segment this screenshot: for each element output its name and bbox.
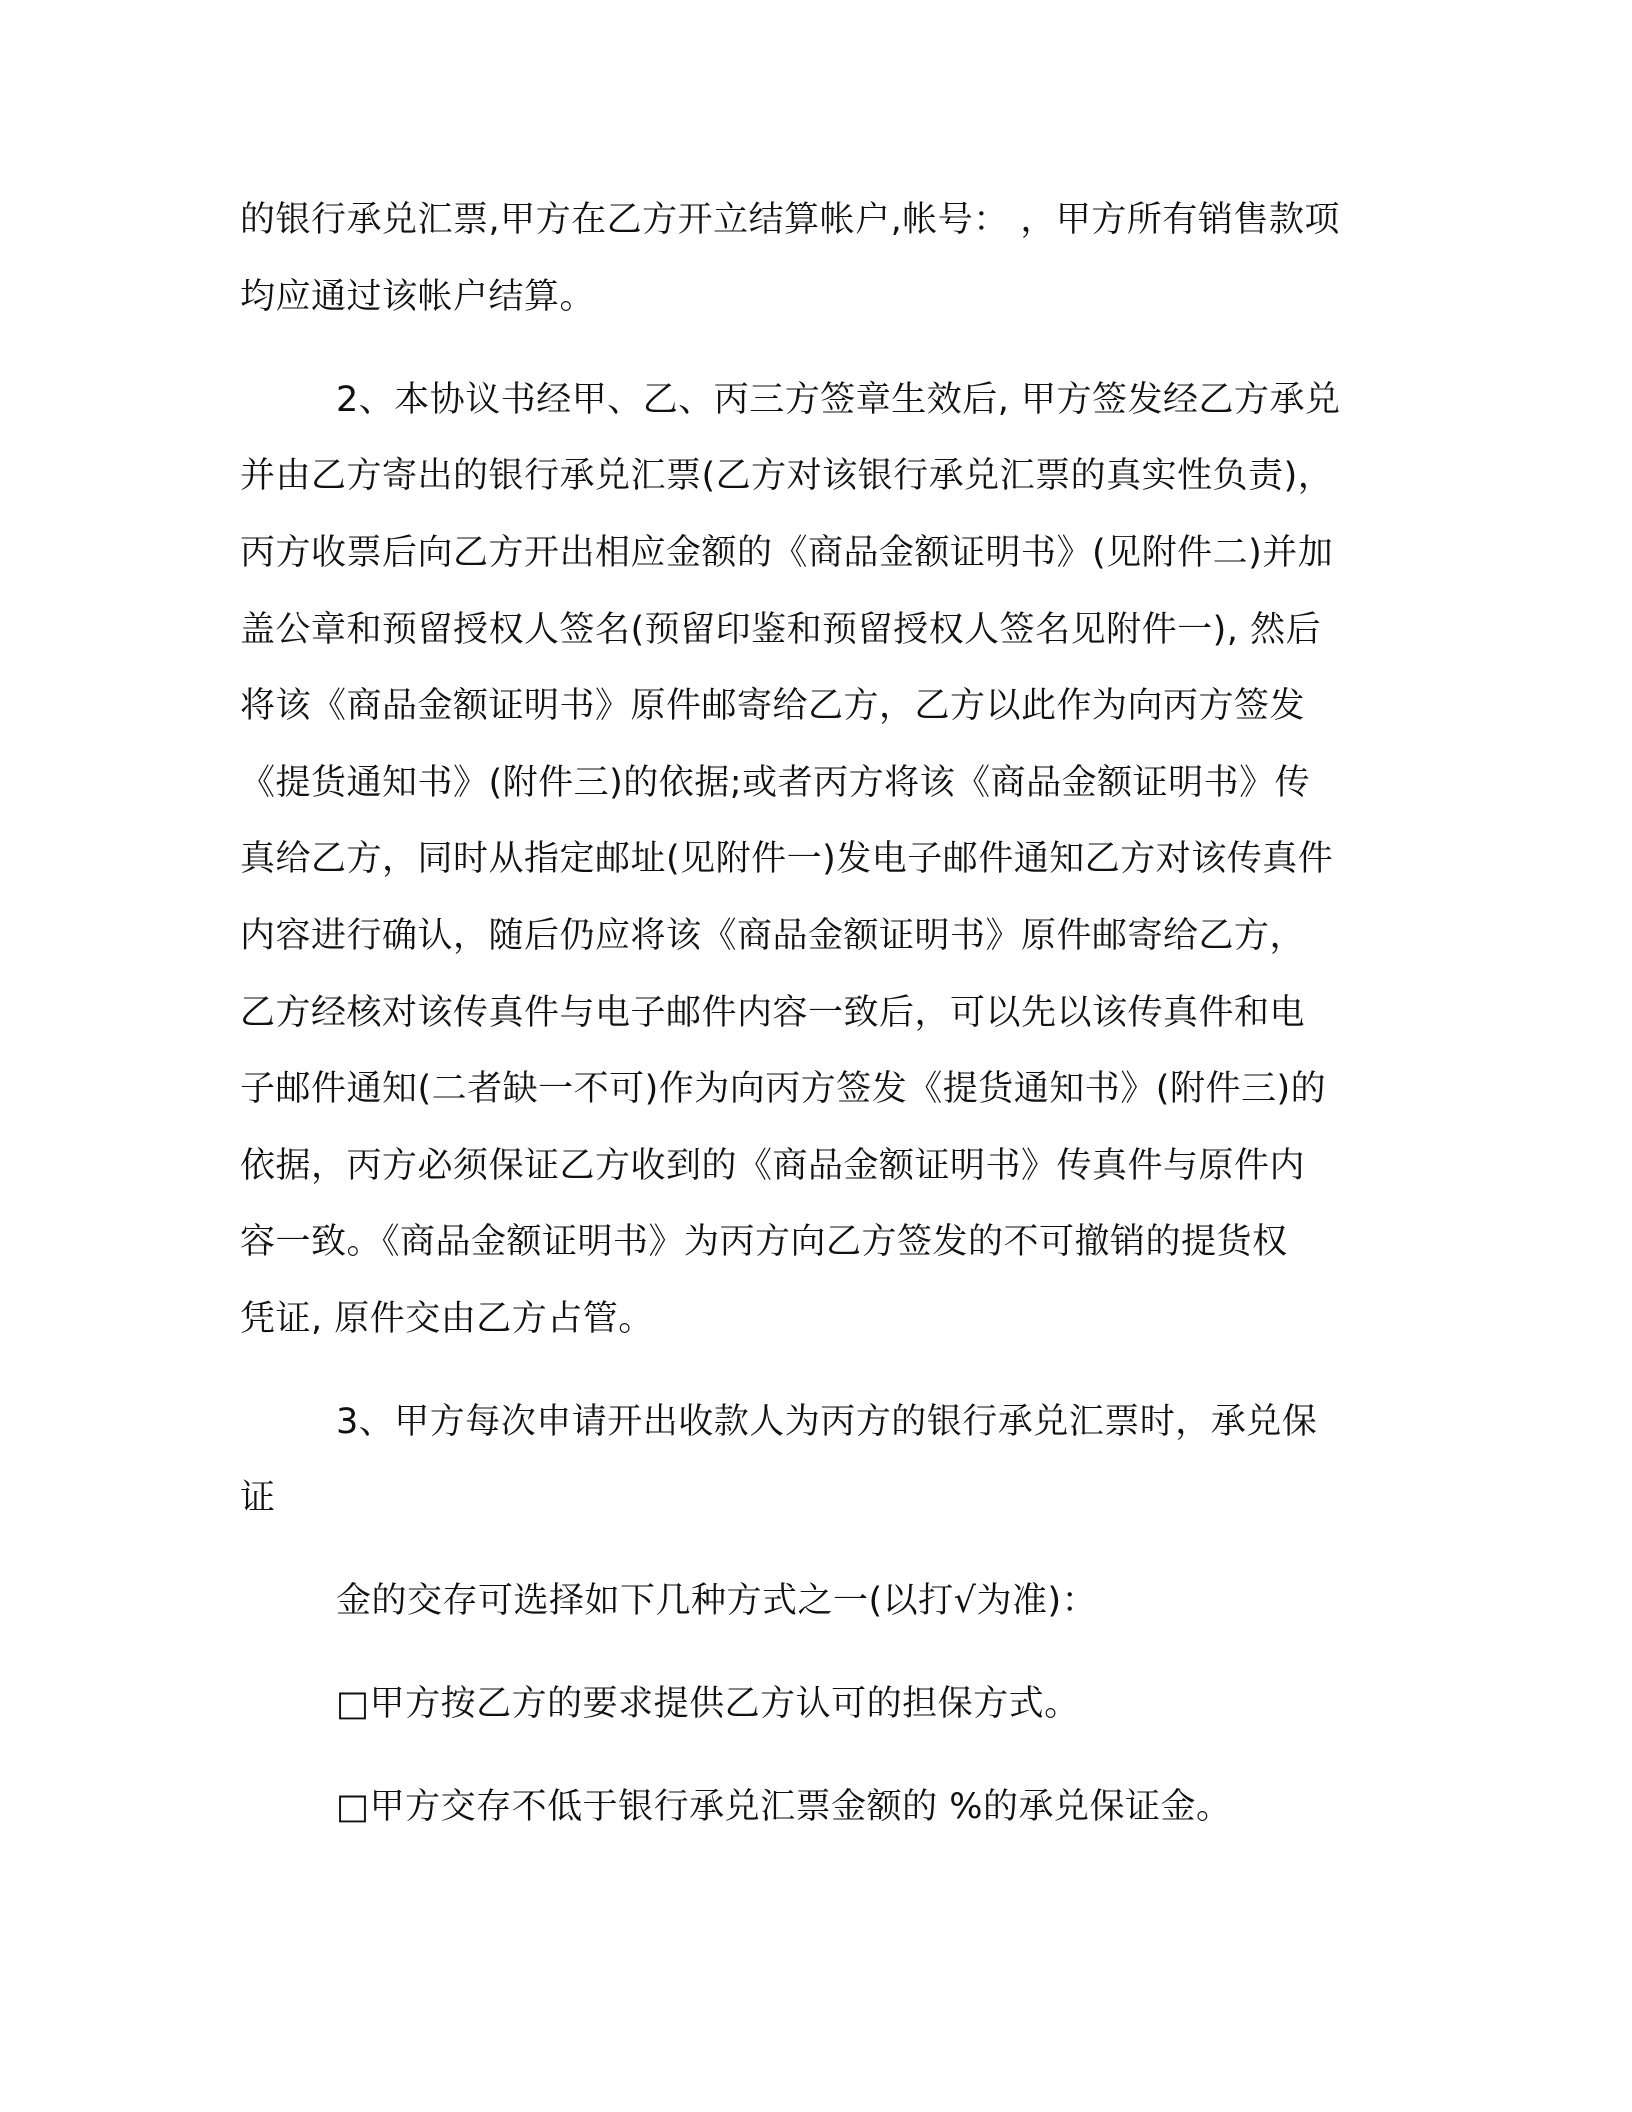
paragraph-line: 2、本协议书经甲、乙、丙三方签章生效后, 甲方签发经乙方承兑: [336, 380, 1341, 420]
paragraph-line: 真给乙方，同时从指定邮址(见附件一)发电子邮件通知乙方对该传真件: [240, 839, 1334, 879]
paragraph-line: 证: [240, 1478, 276, 1518]
paragraph-line: 均应通过该帐户结算。: [240, 277, 596, 317]
paragraph-line: 3、甲方每次申请开出收款人为丙方的银行承兑汇票时，承兑保: [336, 1402, 1318, 1442]
paragraph-line: 子邮件通知(二者缺一不可)作为向丙方签发《提货通知书》(附件三)的: [240, 1069, 1327, 1109]
paragraph-line: 《提货通知书》(附件三)的依据;或者丙方将该《商品金额证明书》传: [240, 763, 1311, 803]
paragraph-line: 容一致。《商品金额证明书》为丙方向乙方签发的不可撤销的提货权: [240, 1222, 1288, 1262]
paragraph-line: 的银行承兑汇票,甲方在乙方开立结算帐户,帐号： ，甲方所有销售款项: [240, 200, 1340, 240]
paragraph-line: 丙方收票后向乙方开出相应金额的《商品金额证明书》(见附件二)并加: [240, 533, 1334, 573]
checkbox-option-line: □甲方交存不低于银行承兑汇票金额的 %的承兑保证金。: [336, 1787, 1232, 1827]
paragraph-line: 金的交存可选择如下几种方式之一(以打√为准)：: [336, 1581, 1098, 1621]
paragraph-line: 将该《商品金额证明书》原件邮寄给乙方，乙方以此作为向丙方签发: [240, 686, 1306, 726]
paragraph-line: 依据，丙方必须保证乙方收到的《商品金额证明书》传真件与原件内: [240, 1146, 1306, 1186]
paragraph-line: 凭证, 原件交由乙方占管。: [240, 1299, 654, 1339]
paragraph-line: 盖公章和预留授权人签名(预留印鉴和预留授权人签名见附件一), 然后: [240, 610, 1322, 650]
paragraph-line: 并由乙方寄出的银行承兑汇票(乙方对该银行承兑汇票的真实性负责)，: [240, 456, 1334, 496]
paragraph-line: 乙方经核对该传真件与电子邮件内容一致后，可以先以该传真件和电: [240, 993, 1306, 1033]
paragraph-line: 内容进行确认，随后仍应将该《商品金额证明书》原件邮寄给乙方，: [240, 916, 1306, 956]
checkbox-option-line: □甲方按乙方的要求提供乙方认可的担保方式。: [336, 1684, 1080, 1724]
